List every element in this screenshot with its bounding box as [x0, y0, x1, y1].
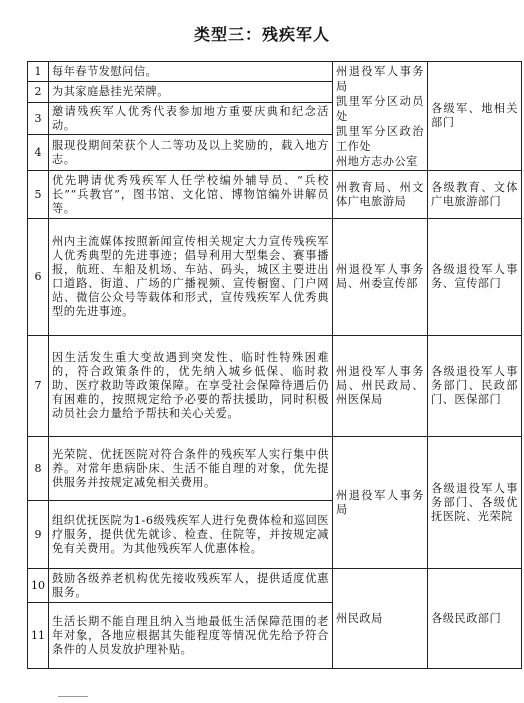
- row-number: 8: [28, 437, 49, 501]
- implementing-dept: 各级退役军人事务、宣传部门: [428, 219, 522, 336]
- row-number: 7: [28, 336, 49, 437]
- measure-text: 每年春节发慰问信。: [49, 62, 333, 82]
- row-number: 1: [28, 62, 49, 82]
- org-line: 凯里军分区动员处: [336, 94, 424, 123]
- implementing-dept: 各级军、地相关部门: [428, 62, 522, 171]
- table-row: [28, 62, 522, 82]
- measure-text: 优先聘请优秀残疾军人任学校编外辅导员、“兵校长”“兵教官”，图书馆、文化馆、博物馆编外讲解员等。: [49, 171, 333, 219]
- page-footer-mark: [58, 696, 88, 700]
- table-row: [28, 569, 522, 603]
- row-number: 10: [28, 569, 49, 603]
- measure-text: 邀请残疾军人优秀代表参加地方重要庆典和纪念活动。: [49, 103, 333, 135]
- table-row: [28, 336, 522, 437]
- measure-text: 为其家庭悬挂光荣牌。: [49, 82, 333, 103]
- responsible-org: 州民政局: [333, 569, 428, 669]
- org-line: 州退役军人事务局: [336, 64, 424, 93]
- table-row: [28, 171, 522, 219]
- responsible-org: 州退役军人事务局、州委宣传部: [333, 219, 428, 336]
- implementing-dept: 各级教育、文体广电旅游部门: [428, 171, 522, 219]
- implementing-dept: 各级退役军人事务部门、民政部门、医保部门: [428, 336, 522, 437]
- row-number: 6: [28, 219, 49, 336]
- row-number: 9: [28, 501, 49, 569]
- table-row: [28, 437, 522, 501]
- measure-text: 光荣院、优抚医院对符合条件的残疾军人实行集中供养。对常年患病卧床、生活不能自理的对象，优先提供服务并按规定减免相关费用。: [49, 437, 333, 501]
- implementing-dept: 各级民政部门: [428, 569, 522, 669]
- implementing-dept: 各级退役军人事务部门、各级优抚医院、光荣院: [428, 437, 522, 569]
- responsible-org: [333, 62, 428, 171]
- org-line: 凯里军分区政治工作处: [336, 124, 424, 153]
- row-number: 2: [28, 82, 49, 103]
- measure-text: 生活长期不能自理且纳入当地最低生活保障范围的老年对象，各地应根据其失能程度等情况优先给予符合条件的人员发放护理补贴。: [49, 603, 333, 669]
- row-number: 3: [28, 103, 49, 135]
- responsible-org: 州退役军人事务局: [333, 437, 428, 569]
- measure-text: 州内主流媒体按照新闻宣传相关规定大力宣传残疾军人优秀典型的先进事迹；倡导利用大型集会、赛事播报，航班、车船及机场、车站、码头，城区主要进出口道路、街道、广场的广播视频、宣传橱窗、门户网站、微信公众号等载体和形式，宣传残疾军人优秀典型的先进事迹。: [49, 219, 333, 336]
- page-title: 类型三：残疾军人: [193, 25, 330, 44]
- responsible-org: 州教育局、州文体广电旅游局: [333, 171, 428, 219]
- measure-text: 服现役期间荣获个人二等功及以上奖励的，载入地方志。: [49, 135, 333, 171]
- row-number: 11: [28, 603, 49, 669]
- responsible-org: 州退役军人事务局、州民政局、州医保局: [333, 336, 428, 437]
- benefits-table: [27, 61, 522, 669]
- measure-text: 因生活发生重大变故遇到突发性、临时性特殊困难的，符合政策条件的，优先纳入城乡低保、临时救助、医疗救助等政策保障。在享受社会保障待遇后仍有困难的，按照规定给予必要的帮扶援助，同时积极动员社会力量给予帮扶和关心关爱。: [49, 336, 333, 437]
- table-row: [28, 219, 522, 336]
- measure-text: 鼓励各级养老机构优先接收残疾军人，提供适度优惠服务。: [49, 569, 333, 603]
- org-line: 州地方志办公室: [336, 154, 418, 168]
- row-number: 4: [28, 135, 49, 171]
- row-number: 5: [28, 171, 49, 219]
- measure-text: 组织优抚医院为1-6级残疾军人进行免费体检和巡回医疗服务，提供优先就诊、检查、住院等，并按规定减免有关费用。为其他残疾军人优惠体检。: [49, 501, 333, 569]
